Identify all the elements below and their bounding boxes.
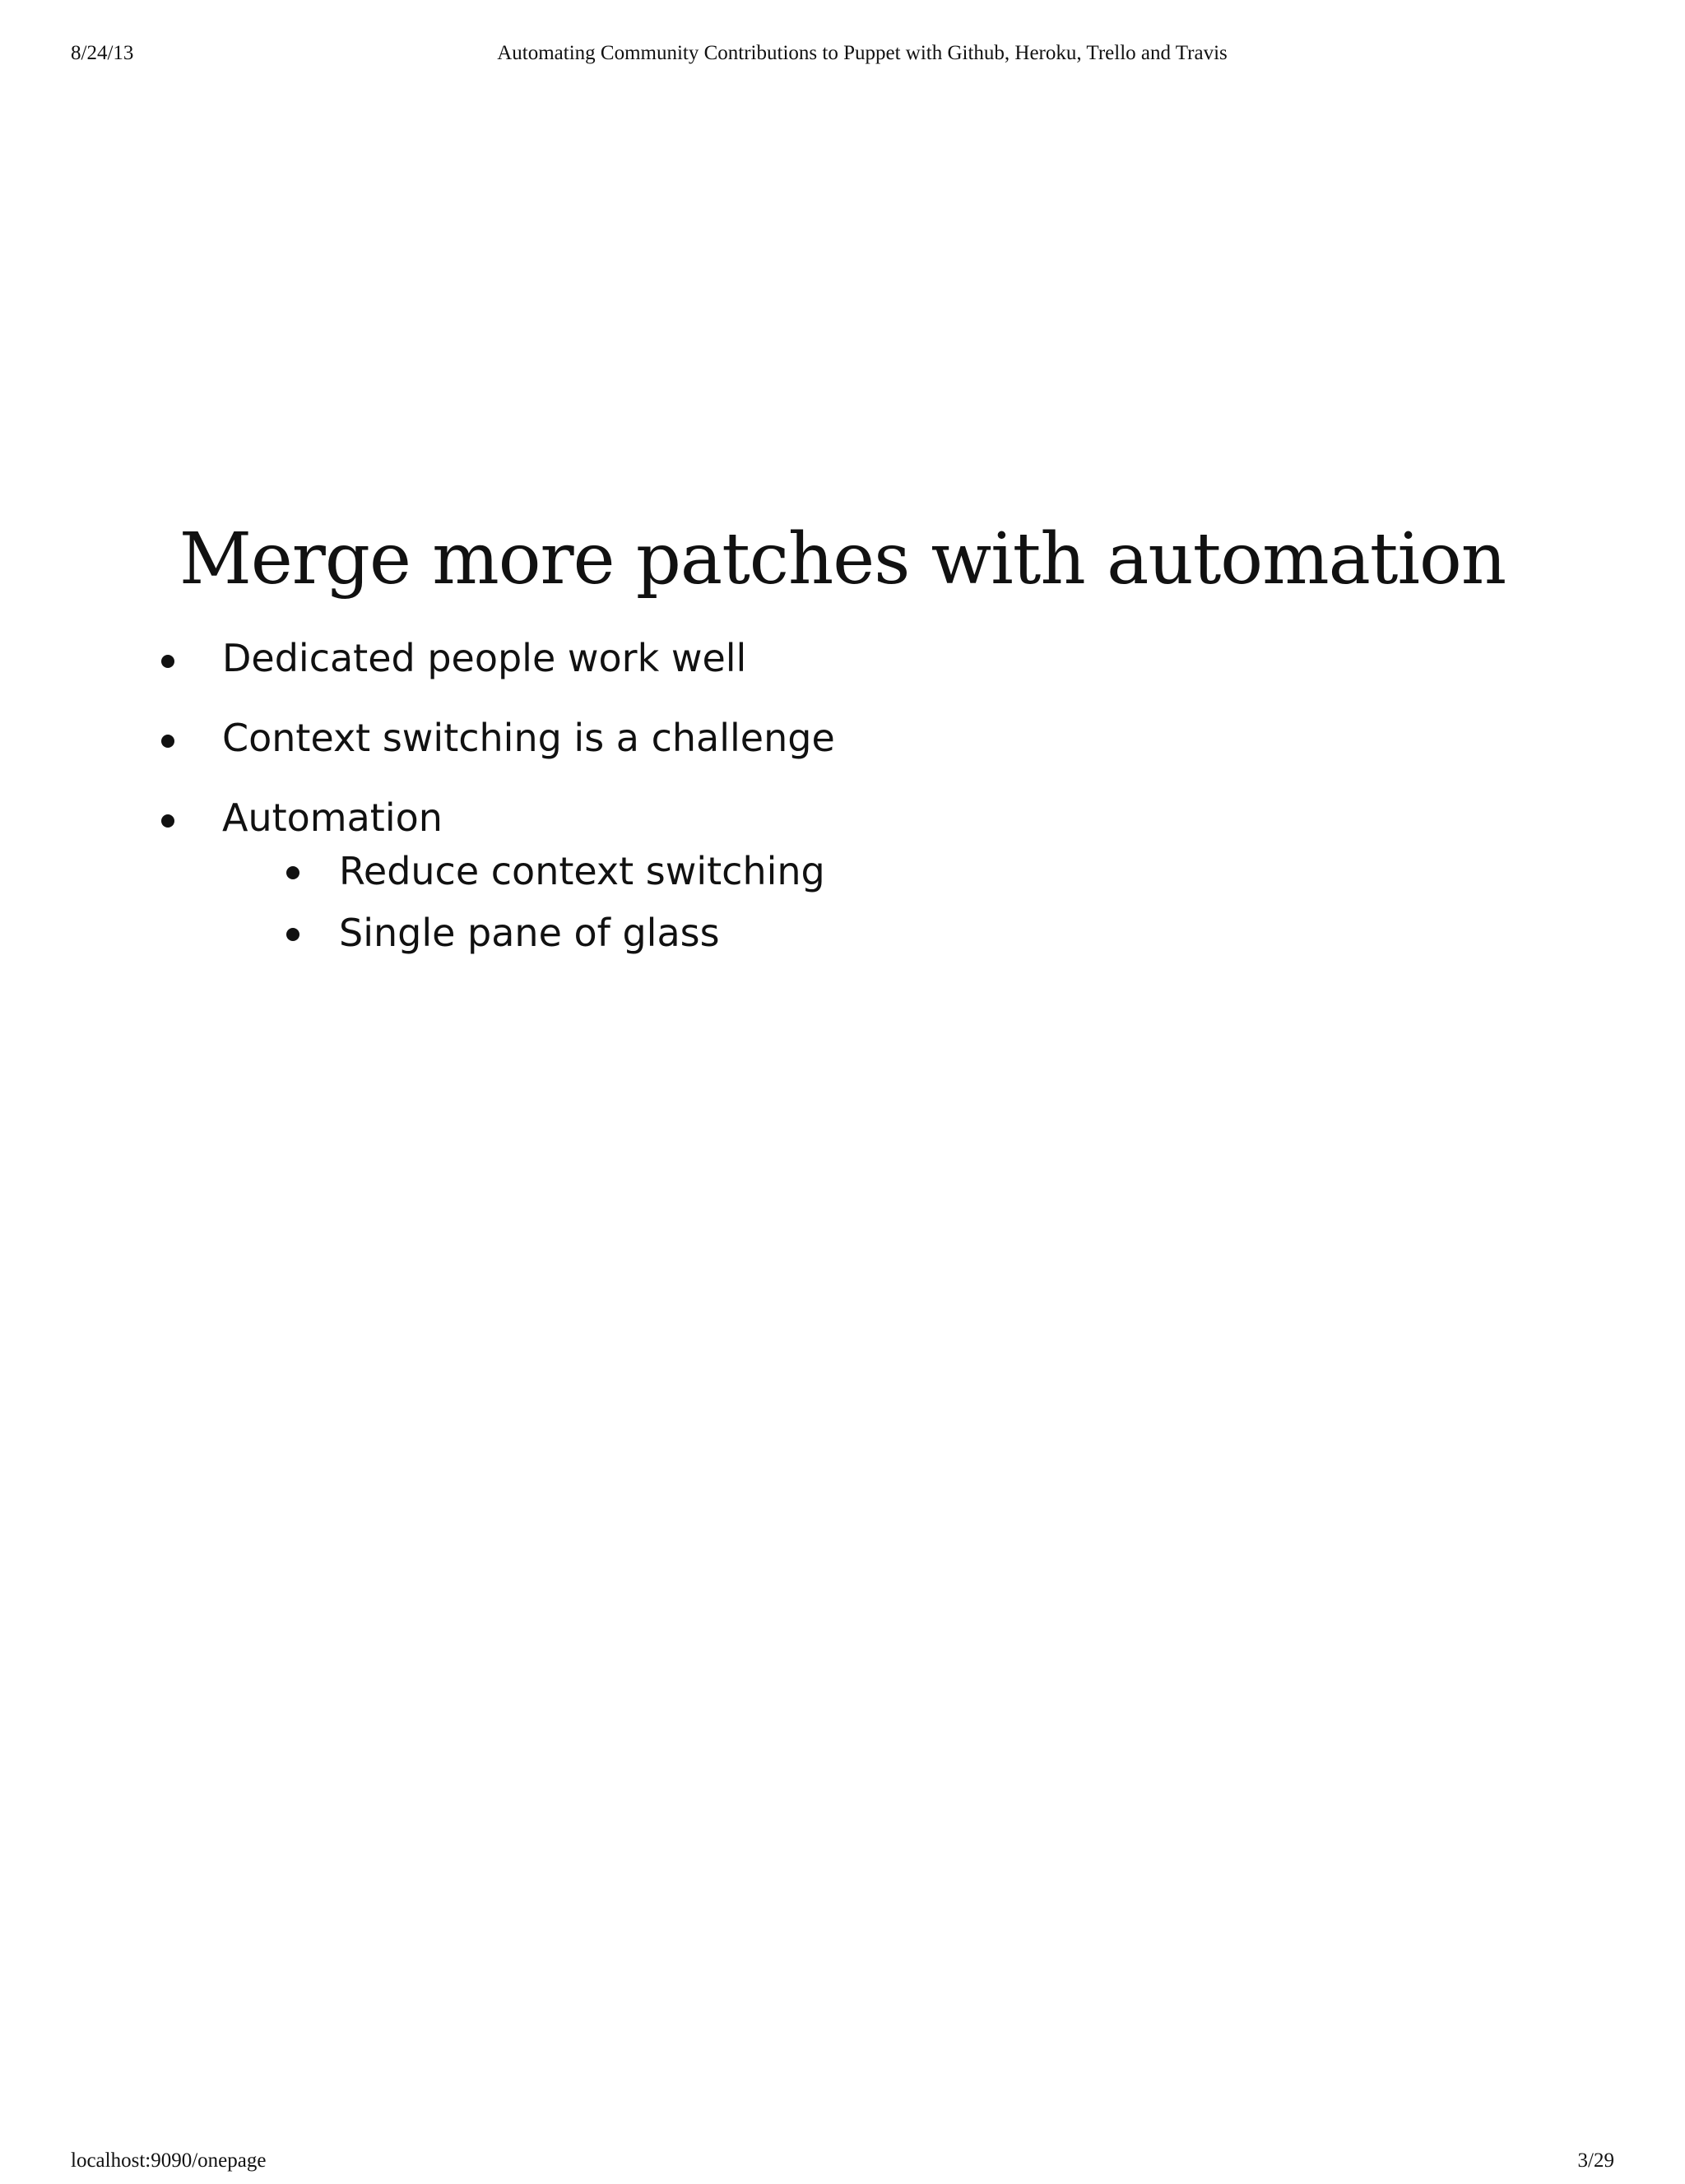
bullet-item [0, 633, 1685, 683]
bullet-dot-icon [161, 735, 174, 748]
bullet-dot-icon [286, 866, 299, 879]
sub-bullet-item [0, 846, 1685, 896]
bullet-item [0, 713, 1685, 763]
bullet-text: Automation [222, 795, 443, 840]
bullet-dot-icon [286, 928, 299, 941]
bullet-text: Dedicated people work well [222, 636, 747, 680]
page-number: 3/29 [1577, 2149, 1614, 2172]
document-title: Automating Community Contributions to Puppet with Github, Heroku, Trello and Travis [497, 42, 1228, 64]
slide-title: Merge more patches with automation [179, 518, 1506, 600]
bullet-dot-icon [161, 814, 174, 828]
print-date: 8/24/13 [71, 42, 134, 64]
bullet-list [0, 633, 1685, 970]
bullet-item [0, 793, 1685, 842]
sub-bullet-text: Reduce context switching [339, 849, 825, 893]
sub-bullet-group [0, 846, 1685, 958]
sub-bullet-text: Single pane of glass [339, 911, 720, 955]
print-header [0, 41, 1685, 66]
sub-bullet-list [0, 846, 1685, 958]
print-footer [0, 2149, 1685, 2173]
bullet-text: Context switching is a challenge [222, 716, 835, 760]
sub-bullet-item [0, 908, 1685, 958]
page-url: localhost:9090/onepage [71, 2149, 267, 2172]
bullet-dot-icon [161, 655, 174, 668]
